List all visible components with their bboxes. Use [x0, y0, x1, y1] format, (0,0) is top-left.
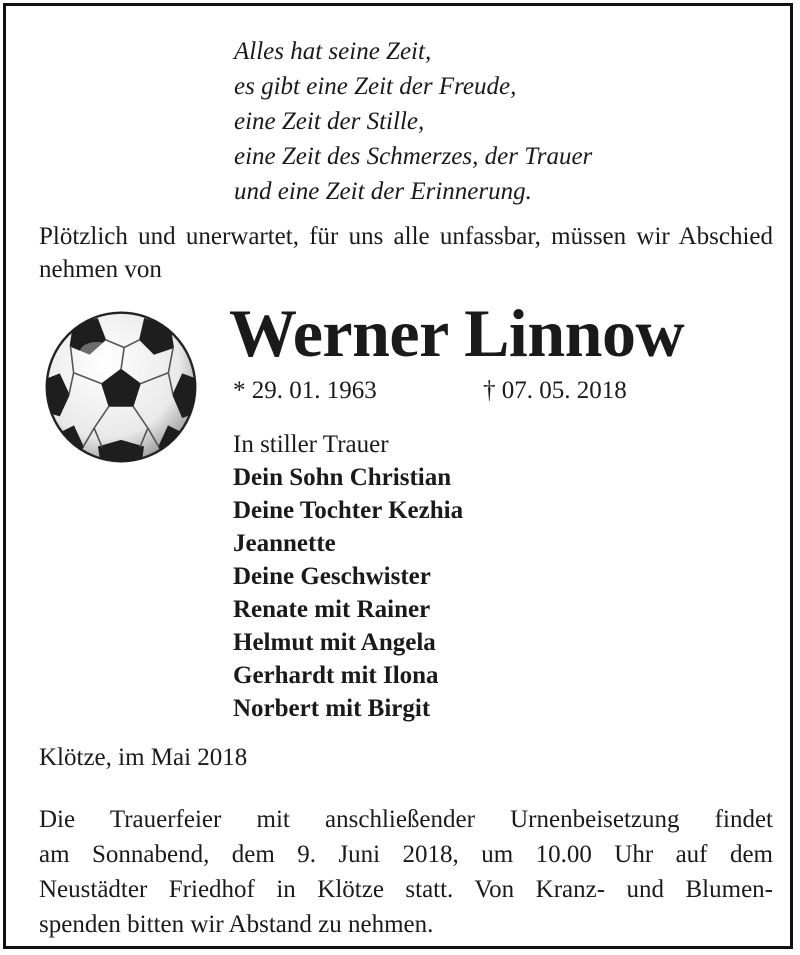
- service-line: spenden bitten wir Abstand zu nehmen.: [39, 911, 434, 938]
- deceased-name: Werner Linnow: [229, 295, 685, 371]
- soccer-ball-icon: [42, 308, 200, 466]
- place-and-date: Klötze, im Mai 2018: [39, 744, 248, 771]
- intro-text: Plötzlich und unerwartet, für uns alle unfassbar, müssen wir Abschied nehmen von: [39, 223, 773, 283]
- mourner-name: Deine Geschwister: [233, 563, 431, 590]
- mourners-list: [233, 428, 463, 725]
- mourner-name: Helmut mit Angela: [233, 629, 436, 656]
- mourning-phrase: In stiller Trauer: [233, 431, 389, 458]
- poem-line: Alles hat seine Zeit,: [234, 38, 432, 65]
- mourner-name: Deine Tochter Kezhia: [233, 497, 464, 524]
- service-line: Neustädter Friedhof in Klötze statt. Von Kranz- und Blumen-: [39, 876, 773, 903]
- mourner-name: Gerhardt mit Ilona: [233, 662, 439, 689]
- mourner-name: Norbert mit Birgit: [233, 695, 431, 722]
- poem-line: und eine Zeit der Erinnerung.: [234, 178, 532, 205]
- death-date: † 07. 05. 2018: [483, 377, 627, 404]
- service-line: Die Trauerfeier mit anschließender Urnenbeisetzung findet: [39, 806, 773, 833]
- poem-line: eine Zeit des Schmerzes, der Trauer: [234, 143, 593, 170]
- poem: [234, 34, 592, 209]
- poem-line: eine Zeit der Stille,: [234, 108, 425, 135]
- obituary-frame: [3, 3, 793, 949]
- birth-date: * 29. 01. 1963: [233, 377, 377, 404]
- service-line: am Sonnabend, dem 9. Juni 2018, um 10.00 Uhr auf dem: [39, 841, 773, 868]
- mourner-name: Jeannette: [233, 530, 336, 557]
- mourner-name: Dein Sohn Christian: [233, 464, 452, 491]
- mourner-name: Renate mit Rainer: [233, 596, 431, 623]
- poem-line: es gibt eine Zeit der Freude,: [234, 73, 517, 100]
- funeral-service-notice: [39, 802, 773, 942]
